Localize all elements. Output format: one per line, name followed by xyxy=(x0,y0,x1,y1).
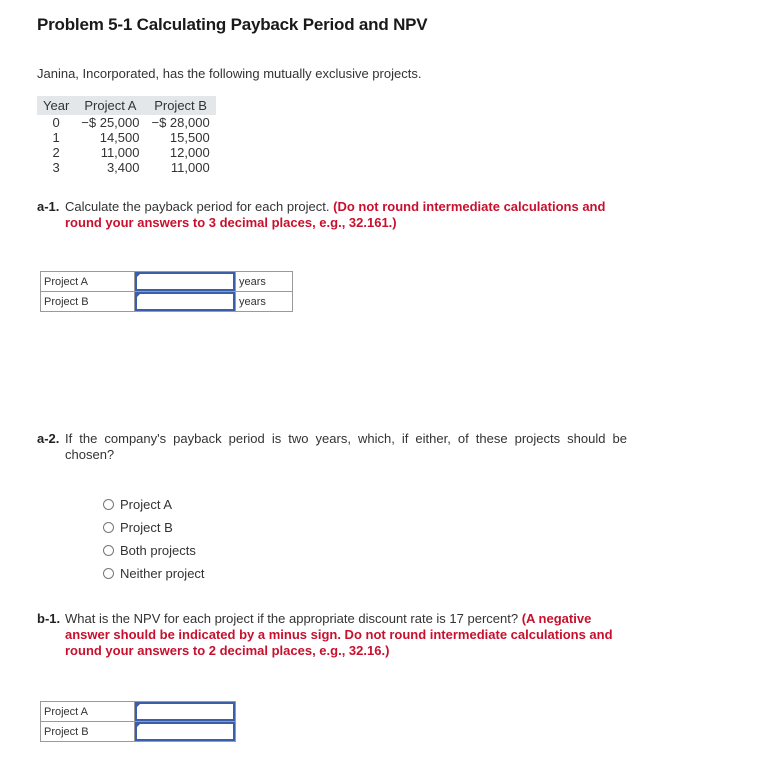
answer-label: Project A xyxy=(41,272,135,292)
answer-label: Project B xyxy=(41,722,135,742)
answer-options xyxy=(103,493,205,585)
question-a2-label: a-2. xyxy=(37,431,60,446)
table-row xyxy=(37,130,216,145)
question-a1-label: a-1. xyxy=(37,199,60,214)
radio-button[interactable] xyxy=(103,568,114,579)
question-a1-text: Calculate the payback period for each project. xyxy=(65,199,330,214)
npv-input-cell-a xyxy=(135,702,236,722)
cell-project-a: 3,400 xyxy=(106,160,140,175)
intro-text: Janina, Incorporated, has the following mutually exclusive projects. xyxy=(37,66,422,81)
option-label: Neither project xyxy=(120,566,205,581)
answer-label: Project B xyxy=(41,292,135,312)
cell-year: 1 xyxy=(52,130,60,145)
answer-row-project-a xyxy=(41,702,236,722)
option-project-b[interactable] xyxy=(103,516,205,539)
answer-row-project-a xyxy=(41,272,293,292)
table-row xyxy=(37,115,216,130)
cell-year: 3 xyxy=(52,160,60,175)
radio-button[interactable] xyxy=(103,499,114,510)
question-a1 xyxy=(37,199,637,231)
answer-row-project-b xyxy=(41,722,236,742)
option-neither-project[interactable] xyxy=(103,562,205,585)
payback-input-project-b[interactable] xyxy=(135,292,235,311)
radio-button[interactable] xyxy=(103,522,114,533)
answer-label: Project A xyxy=(41,702,135,722)
option-label: Project B xyxy=(120,520,173,535)
npv-input-cell-b xyxy=(135,722,236,742)
unit-label: years xyxy=(236,272,293,292)
cell-project-a: 14,500 xyxy=(99,130,140,145)
cell-project-b: 12,000 xyxy=(169,145,210,160)
option-project-a[interactable] xyxy=(103,493,205,516)
col-header-project-a: Project A xyxy=(75,96,145,115)
npv-input-project-b[interactable] xyxy=(135,722,235,741)
answer-row-project-b xyxy=(41,292,293,312)
payback-input-cell-b xyxy=(135,292,236,312)
col-header-year: Year xyxy=(37,96,75,115)
option-both-projects[interactable] xyxy=(103,539,205,562)
question-b1 xyxy=(37,611,627,659)
cell-year: 2 xyxy=(52,145,60,160)
answer-table-npv xyxy=(40,701,236,742)
payback-input-cell-a xyxy=(135,272,236,292)
table-row xyxy=(37,145,216,160)
cell-year: 0 xyxy=(52,115,60,130)
question-b1-text: What is the NPV for each project if the appropriate discount rate is 17 percent? xyxy=(65,611,519,626)
npv-input-project-a[interactable] xyxy=(135,702,235,721)
cell-project-b: 11,000 xyxy=(170,160,210,175)
answer-table-payback xyxy=(40,271,293,312)
cell-project-b: −$ 28,000 xyxy=(151,115,210,130)
cell-project-a: 11,000 xyxy=(100,145,140,160)
question-a1-instruction: (Do not round intermediate calculations and round your answers to 3 decimal places, e.g., 32.161.) xyxy=(65,199,606,230)
page-title: Problem 5-1 Calculating Payback Period and NPV xyxy=(37,15,428,34)
question-a2 xyxy=(37,431,627,463)
question-b1-instruction: (A negative answer should be indicated by a minus sign. Do not round intermediate calculations and round your answers to 2 decimal places, e.g., 32.16.) xyxy=(65,611,613,658)
table-row xyxy=(37,160,216,175)
option-label: Both projects xyxy=(120,543,196,558)
radio-button[interactable] xyxy=(103,545,114,556)
cell-project-a: −$ 25,000 xyxy=(81,115,140,130)
option-label: Project A xyxy=(120,497,173,512)
question-b1-label: b-1. xyxy=(37,611,61,626)
cell-project-b: 15,500 xyxy=(169,130,210,145)
cash-flow-table xyxy=(37,96,216,175)
unit-label: years xyxy=(236,292,293,312)
col-header-project-b: Project B xyxy=(145,96,215,115)
question-a2-text: If the company's payback period is two years, which, if either, of these projects should be chosen? xyxy=(65,431,627,462)
payback-input-project-a[interactable] xyxy=(135,272,235,291)
